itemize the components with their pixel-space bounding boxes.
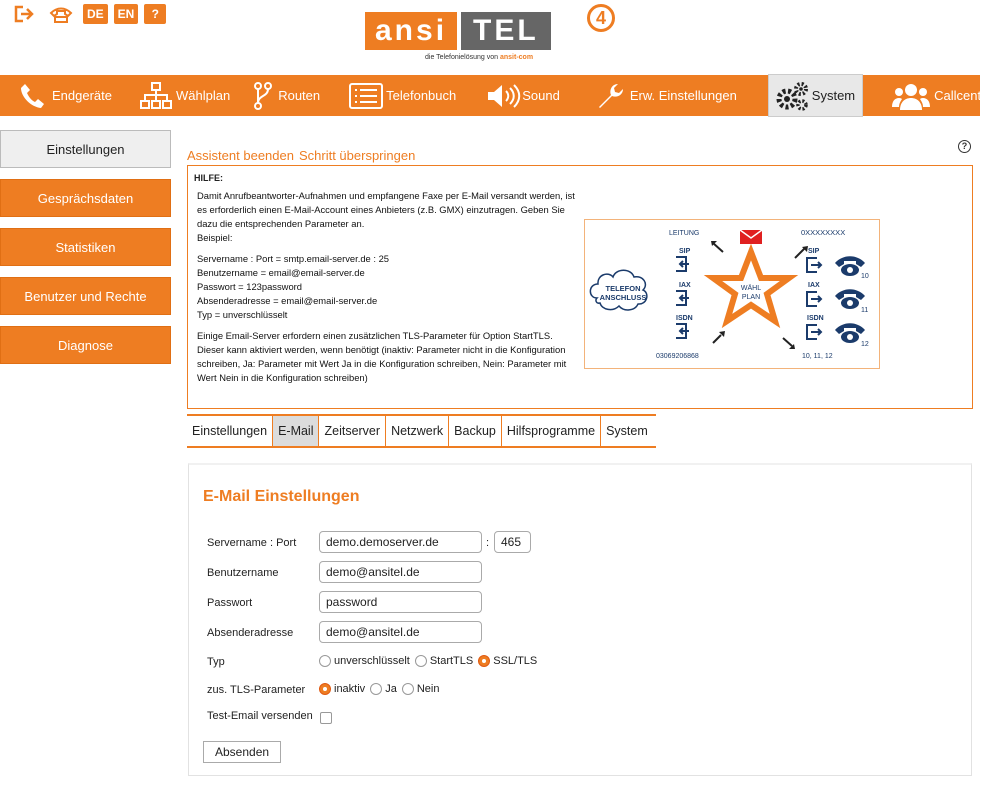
isdn-label-right: ISDN [807, 315, 824, 322]
tab-netzwerk[interactable]: Netzwerk [386, 416, 449, 446]
help-box [187, 165, 973, 409]
envelope-icon [740, 230, 762, 244]
tab-zeitserver[interactable]: Zeitserver [319, 416, 386, 446]
logo-version-badge: 4 [587, 4, 615, 32]
phonebook-icon [350, 81, 382, 111]
nav-sound[interactable] [479, 75, 567, 116]
sidebar-item-gespraechsdaten[interactable]: Gesprächsdaten [0, 179, 171, 217]
nav-waehlplan[interactable] [133, 75, 237, 116]
door-out-icon [807, 258, 821, 272]
help-example-line: Typ = unverschlüsselt [197, 309, 288, 320]
sidebar-item-statistiken[interactable]: Statistiken [0, 228, 171, 266]
telephony-diagram [584, 219, 880, 369]
email-settings-panel [188, 463, 972, 776]
cloud-label-1: TELEFON [605, 284, 641, 293]
people-icon [892, 81, 930, 111]
lang-en-button[interactable]: EN [114, 4, 139, 24]
port-input[interactable]: 465 [494, 531, 531, 553]
help-paragraph-2: Einige Email-Server erfordern einen zusätzlichen TLS-Parameter für Option StartTLS. Dieser kann aktiviert werden, wenn benötigt (inaktiv: Parameter nicht in die Konfiguration schreiben, Ja: Parameter mit Wert Ja in die Konfiguration schreiben, Nein: Parameter mit Wert Nein in die Konfiguration schreiben) [197, 330, 567, 383]
nav-label: Callcenter [934, 88, 993, 103]
nav-label: System [811, 88, 856, 103]
nav-endgeraete[interactable] [9, 75, 119, 116]
tls-radio-nein[interactable] [402, 683, 414, 695]
tls-option-label: Ja [385, 683, 397, 695]
tab-system[interactable]: System [606, 424, 648, 438]
ext-11-label: 11 [861, 307, 869, 314]
nav-erw-einstellungen[interactable] [587, 75, 744, 116]
username-input[interactable]: demo@ansitel.de [319, 561, 482, 583]
tls-option-label: inaktiv [334, 683, 366, 695]
server-input[interactable]: demo.demoserver.de [319, 531, 482, 553]
speaker-icon [486, 81, 518, 111]
type-radio-unverschluesselt[interactable] [319, 655, 331, 667]
type-option-label: SSL/TLS [493, 655, 538, 667]
tab-einstellungen[interactable]: Einstellungen [187, 416, 273, 446]
nav-callcenter[interactable] [885, 75, 1000, 116]
tab-backup[interactable]: Backup [449, 416, 502, 446]
assistant-links [187, 148, 415, 163]
arrow-icon [713, 243, 723, 252]
ansitel-logo [365, 4, 625, 70]
sidebar-item-diagnose[interactable]: Diagnose [0, 326, 171, 364]
tls-option-label: Nein [416, 683, 440, 695]
route-icon [252, 81, 274, 111]
sidebar-item-benutzer-und-rechte[interactable]: Benutzer und Rechte [0, 277, 171, 315]
assistant-end-link[interactable]: Assistent beenden [187, 148, 294, 163]
phone-icon [16, 81, 48, 111]
sender-input[interactable]: demo@ansitel.de [319, 621, 482, 643]
phone-hangup-icon[interactable] [45, 4, 77, 24]
star-label-1: WÄHL [740, 285, 762, 292]
help-example-line: Passwort = 123password [197, 281, 303, 292]
number-bottom-label: 03069206868 [656, 353, 699, 360]
type-radio-ssl-tls[interactable] [478, 655, 490, 667]
nav-label: Endgeräte [52, 88, 112, 103]
sidebar [0, 130, 171, 375]
sitemap-icon [140, 81, 172, 111]
main-nav [0, 75, 993, 116]
sip-label-left: SIP [679, 248, 691, 255]
lang-de-button[interactable]: DE [83, 4, 108, 24]
settings-tabs [187, 414, 656, 448]
help-button[interactable]: ? [144, 4, 166, 24]
isdn-label-left: ISDN [676, 315, 693, 322]
password-label: Passwort [207, 597, 253, 609]
leitung-label: LEITUNG [669, 230, 700, 237]
server-label: Servername : Port [207, 537, 297, 549]
nav-routen[interactable] [245, 75, 327, 116]
help-icon[interactable]: ? [958, 140, 971, 153]
help-title: HILFE: [194, 173, 223, 183]
door-in-icon [676, 257, 689, 271]
tls-radio-inaktiv[interactable] [319, 683, 331, 695]
panel-title: E-Mail Einstellungen [203, 488, 360, 505]
test-email-label: Test-Email versenden [207, 710, 313, 722]
logo-tagline [425, 54, 533, 61]
logo-tagline-brand: ansit-com [500, 54, 534, 61]
nav-system[interactable] [768, 74, 863, 117]
type-option-label: unverschlüsselt [334, 655, 410, 667]
ext-10-label: 10 [861, 273, 869, 280]
arrow-icon [795, 248, 805, 258]
nav-label: Telefonbuch [386, 88, 457, 103]
gears-icon [776, 81, 808, 111]
help-example-heading: Beispiel: [197, 232, 233, 243]
iax-label-right: IAX [808, 282, 820, 289]
star-label-2: PLAN [741, 294, 761, 301]
tls-label: zus. TLS-Parameter [207, 684, 306, 696]
iax-label-left: IAX [679, 282, 691, 289]
number-top-label: 0XXXXXXXX [801, 228, 846, 237]
door-out-icon [807, 292, 821, 306]
nav-telefonbuch[interactable] [343, 75, 463, 116]
user-label: Benutzername [207, 567, 279, 579]
logo-tagline-prefix: die Telefonielösung von [425, 54, 499, 61]
help-example-line: Benutzername = email@email-server.de [197, 267, 365, 278]
help-example-line: Absenderadresse = email@email-server.de [197, 295, 378, 306]
help-example-line: Servername : Port = smtp.email-server.de : 25 [197, 253, 390, 264]
help-text [197, 189, 575, 392]
cloud-label-2: ANSCHLUSS [599, 293, 647, 302]
password-input[interactable]: password [319, 591, 482, 613]
nav-label: Routen [278, 88, 321, 103]
logo-text-right: TEL [457, 12, 551, 50]
nav-label: Wählplan [176, 88, 231, 103]
tls-radio-ja[interactable] [370, 683, 382, 695]
nav-label: Sound [522, 88, 560, 103]
tab-e-mail[interactable]: E-Mail [273, 416, 319, 446]
logout-icon[interactable] [9, 4, 39, 24]
submit-button[interactable]: Absenden [203, 741, 281, 763]
sender-label: Absenderadresse [207, 627, 294, 639]
tls-radio-group [319, 683, 439, 695]
server-port-separator: : [486, 537, 490, 549]
test-email-checkbox[interactable] [320, 712, 332, 724]
sidebar-item-einstellungen[interactable]: Einstellungen [0, 130, 171, 168]
arrow-icon [713, 335, 721, 343]
type-option-label: StartTLS [429, 655, 474, 667]
door-out-icon [807, 325, 821, 339]
ext-12-label: 12 [861, 341, 869, 348]
type-radio-group [319, 655, 537, 667]
tab-hilfsprogramme[interactable]: Hilfsprogramme [502, 416, 601, 446]
logo-text-left: ansi [365, 12, 457, 50]
sip-label-right: SIP [808, 248, 820, 255]
arrow-icon [783, 338, 792, 346]
door-in-icon [676, 324, 689, 338]
wrench-icon [594, 81, 626, 111]
type-label: Typ [207, 656, 225, 668]
door-in-icon [676, 291, 689, 305]
assistant-skip-link[interactable]: Schritt überspringen [298, 148, 416, 163]
ext-list-label: 10, 11, 12 [802, 353, 833, 360]
nav-label: Erw. Einstellungen [629, 88, 737, 103]
top-utility-bar [9, 4, 166, 24]
type-radio-starttls[interactable] [415, 655, 427, 667]
help-paragraph-1: Damit Anrufbeantworter-Aufnahmen und empfangene Faxe per E-Mail versandt werden, ist es erforderlich einen E-Mail-Account eines Anbieters (z.B. GMX) einzutragen. Geben Sie dazu die entsprechenden Parameter an. [197, 190, 575, 229]
